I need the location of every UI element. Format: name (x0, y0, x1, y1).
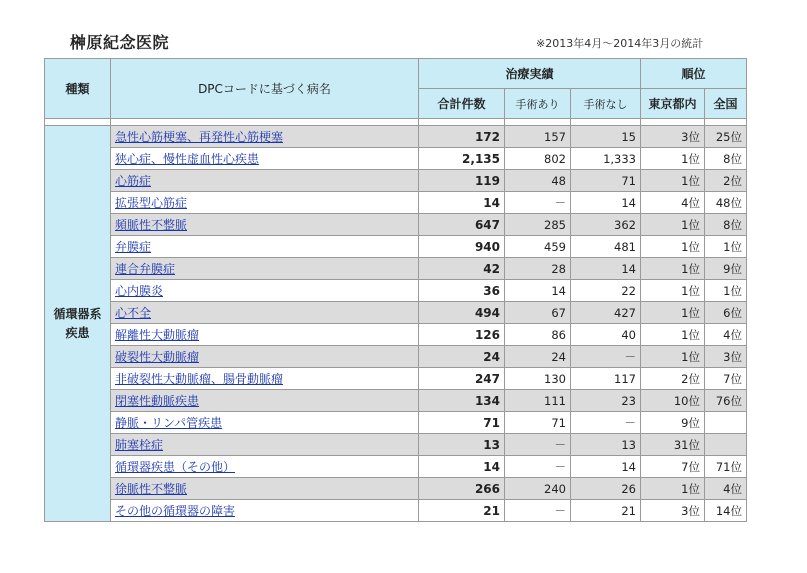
total-cell: 2,135 (419, 148, 505, 170)
without-surgery-cell: － (571, 346, 641, 368)
disease-link[interactable]: 弁膜症 (115, 240, 152, 254)
national-rank-cell: 9位 (705, 258, 747, 280)
disease-link[interactable]: 拡張型心筋症 (115, 196, 188, 210)
national-rank-cell: 48位 (705, 192, 747, 214)
disease-link[interactable]: 徐脈性不整脈 (115, 482, 188, 496)
table-row (45, 324, 747, 346)
tokyo-rank-cell: 1位 (641, 236, 705, 258)
table-row (45, 170, 747, 192)
table-row (45, 412, 747, 434)
total-cell: 71 (419, 412, 505, 434)
total-cell: 266 (419, 478, 505, 500)
disease-link[interactable]: 静脈・リンパ管疾患 (115, 416, 223, 430)
tokyo-rank-cell: 1位 (641, 478, 705, 500)
tokyo-rank-cell: 4位 (641, 192, 705, 214)
national-rank-cell: 4位 (705, 478, 747, 500)
without-surgery-cell: 40 (571, 324, 641, 346)
table-row (45, 478, 747, 500)
tokyo-rank-cell: 1位 (641, 148, 705, 170)
total-cell: 247 (419, 368, 505, 390)
national-rank-cell: 3位 (705, 346, 747, 368)
disease-link[interactable]: 破裂性大動脈瘤 (115, 350, 200, 364)
header-tokyo-rank: 東京都内 (641, 89, 705, 119)
without-surgery-cell: 71 (571, 170, 641, 192)
with-surgery-cell: － (505, 456, 571, 478)
total-cell: 14 (419, 456, 505, 478)
category-cell: 循環器系 疾患 (45, 126, 111, 522)
disease-name-cell (111, 434, 419, 456)
disease-name-cell (111, 214, 419, 236)
disease-name-cell (111, 412, 419, 434)
without-surgery-cell: 427 (571, 302, 641, 324)
header-type: 種類 (45, 59, 111, 119)
national-rank-cell: 8位 (705, 148, 747, 170)
total-cell: 940 (419, 236, 505, 258)
national-rank-cell: 76位 (705, 390, 747, 412)
header-disease: DPCコードに基づく病名 (111, 59, 419, 119)
national-rank-cell: 4位 (705, 324, 747, 346)
table-row (45, 456, 747, 478)
disease-link[interactable]: 心不全 (115, 306, 152, 320)
table-row (45, 214, 747, 236)
disease-name-cell (111, 192, 419, 214)
national-rank-cell: 7位 (705, 368, 747, 390)
tokyo-rank-cell: 3位 (641, 500, 705, 522)
period-note: ※2013年4月～2014年3月の統計 (536, 37, 704, 50)
table-row (45, 346, 747, 368)
disease-link[interactable]: 心筋症 (115, 174, 152, 188)
disease-name-cell (111, 236, 419, 258)
total-cell: 14 (419, 192, 505, 214)
header-spacer-row (45, 119, 747, 126)
without-surgery-cell: － (571, 412, 641, 434)
disease-name-cell (111, 126, 419, 148)
disease-link[interactable]: 循環器疾患（その他） (115, 460, 236, 474)
tokyo-rank-cell: 1位 (641, 346, 705, 368)
disease-name-cell (111, 390, 419, 412)
header-total: 合計件数 (419, 89, 505, 119)
disease-name-cell (111, 280, 419, 302)
total-cell: 21 (419, 500, 505, 522)
disease-name-cell (111, 500, 419, 522)
with-surgery-cell: 71 (505, 412, 571, 434)
table-row (45, 390, 747, 412)
disease-name-cell (111, 456, 419, 478)
tokyo-rank-cell: 1位 (641, 324, 705, 346)
disease-name-cell (111, 478, 419, 500)
with-surgery-cell: 28 (505, 258, 571, 280)
tokyo-rank-cell: 7位 (641, 456, 705, 478)
disease-link[interactable]: 狭心症、慢性虚血性心疾患 (115, 152, 260, 166)
tokyo-rank-cell: 2位 (641, 368, 705, 390)
disease-link[interactable]: 閉塞性動脈疾患 (115, 394, 200, 408)
with-surgery-cell: 157 (505, 126, 571, 148)
disease-name-cell (111, 148, 419, 170)
total-cell: 172 (419, 126, 505, 148)
total-cell: 119 (419, 170, 505, 192)
national-rank-cell (705, 434, 747, 456)
national-rank-cell: 71位 (705, 456, 747, 478)
national-rank-cell (705, 412, 747, 434)
total-cell: 126 (419, 324, 505, 346)
header-without-surgery: 手術なし (571, 89, 641, 119)
with-surgery-cell: 802 (505, 148, 571, 170)
total-cell: 13 (419, 434, 505, 456)
disease-link[interactable]: 急性心筋梗塞、再発性心筋梗塞 (115, 130, 284, 144)
with-surgery-cell: 285 (505, 214, 571, 236)
with-surgery-cell: 67 (505, 302, 571, 324)
without-surgery-cell: 21 (571, 500, 641, 522)
tokyo-rank-cell: 1位 (641, 302, 705, 324)
with-surgery-cell: － (505, 500, 571, 522)
total-cell: 494 (419, 302, 505, 324)
table-row (45, 236, 747, 258)
tokyo-rank-cell: 31位 (641, 434, 705, 456)
table-row (45, 126, 747, 148)
national-rank-cell: 14位 (705, 500, 747, 522)
with-surgery-cell: 459 (505, 236, 571, 258)
without-surgery-cell: 13 (571, 434, 641, 456)
disease-name-cell (111, 302, 419, 324)
disease-link[interactable]: 解離性大動脈瘤 (115, 328, 200, 342)
with-surgery-cell: 48 (505, 170, 571, 192)
with-surgery-cell: 14 (505, 280, 571, 302)
with-surgery-cell: 111 (505, 390, 571, 412)
without-surgery-cell: 117 (571, 368, 641, 390)
disease-link[interactable]: その他の循環器の障害 (115, 504, 236, 518)
without-surgery-cell: 14 (571, 258, 641, 280)
table-row (45, 258, 747, 280)
with-surgery-cell: 86 (505, 324, 571, 346)
disease-name-cell (111, 368, 419, 390)
table-row (45, 500, 747, 522)
tokyo-rank-cell: 1位 (641, 170, 705, 192)
with-surgery-cell: 24 (505, 346, 571, 368)
without-surgery-cell: 14 (571, 456, 641, 478)
total-cell: 24 (419, 346, 505, 368)
header-treatment-group: 治療実績 (419, 59, 641, 89)
table-row (45, 434, 747, 456)
dpc-results-table (44, 58, 747, 522)
tokyo-rank-cell: 3位 (641, 126, 705, 148)
without-surgery-cell: 15 (571, 126, 641, 148)
without-surgery-cell: 23 (571, 390, 641, 412)
national-rank-cell: 25位 (705, 126, 747, 148)
national-rank-cell: 6位 (705, 302, 747, 324)
national-rank-cell: 1位 (705, 280, 747, 302)
header-with-surgery: 手術あり (505, 89, 571, 119)
total-cell: 647 (419, 214, 505, 236)
tokyo-rank-cell: 9位 (641, 412, 705, 434)
tokyo-rank-cell: 1位 (641, 214, 705, 236)
hospital-title: 榊原紀念医院 (70, 33, 170, 52)
tokyo-rank-cell: 1位 (641, 280, 705, 302)
without-surgery-cell: 22 (571, 280, 641, 302)
national-rank-cell: 2位 (705, 170, 747, 192)
table-row (45, 280, 747, 302)
disease-name-cell (111, 324, 419, 346)
disease-link[interactable]: 連合弁膜症 (115, 262, 176, 276)
disease-link[interactable]: 非破裂性大動脈瘤、腸骨動脈瘤 (115, 372, 284, 386)
disease-link[interactable]: 心内膜炎 (115, 284, 164, 298)
total-cell: 42 (419, 258, 505, 280)
disease-name-cell (111, 346, 419, 368)
table-row (45, 302, 747, 324)
disease-name-cell (111, 258, 419, 280)
with-surgery-cell: － (505, 434, 571, 456)
table-row (45, 368, 747, 390)
without-surgery-cell: 14 (571, 192, 641, 214)
table-row (45, 192, 747, 214)
with-surgery-cell: 240 (505, 478, 571, 500)
total-cell: 36 (419, 280, 505, 302)
disease-link[interactable]: 肺塞栓症 (115, 438, 164, 452)
disease-link[interactable]: 頻脈性不整脈 (115, 218, 188, 232)
table-row (45, 148, 747, 170)
without-surgery-cell: 26 (571, 478, 641, 500)
total-cell: 134 (419, 390, 505, 412)
header-rank-group: 順位 (641, 59, 747, 89)
without-surgery-cell: 1,333 (571, 148, 641, 170)
disease-name-cell (111, 170, 419, 192)
with-surgery-cell: － (505, 192, 571, 214)
tokyo-rank-cell: 10位 (641, 390, 705, 412)
tokyo-rank-cell: 1位 (641, 258, 705, 280)
national-rank-cell: 8位 (705, 214, 747, 236)
without-surgery-cell: 362 (571, 214, 641, 236)
header-national-rank: 全国 (705, 89, 747, 119)
national-rank-cell: 1位 (705, 236, 747, 258)
without-surgery-cell: 481 (571, 236, 641, 258)
with-surgery-cell: 130 (505, 368, 571, 390)
